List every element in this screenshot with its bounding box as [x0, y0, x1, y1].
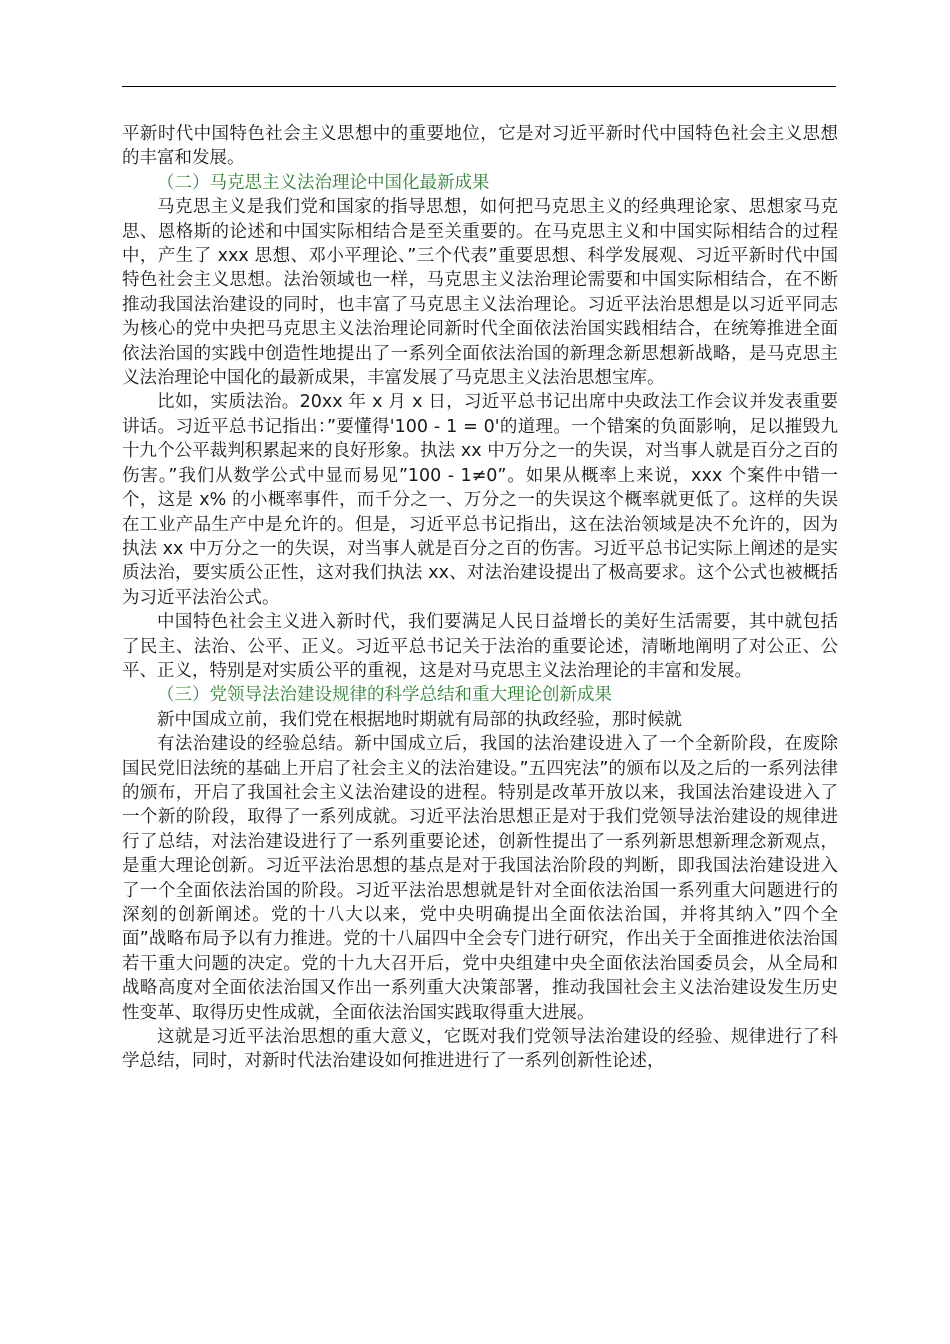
paragraph-marxism: 马克思主义是我们党和国家的指导思想，如何把马克思主义的经典理论家、思想家马克思、恩格斯的论述和中国实际相结合是至关重要的。在马克思主义和中国实际相结合的过程中，产生了 xxx 思想、邓小平理论、”三个代表”重要思想、科学发展观、习近平新时代中国特色社会主义思想。法治领域也一样，马克思主义法治理论需要和中国实际相结合，在不断推动我国法治建设的同时，也丰富了马克思主义法治理论。习近平法治思想是以习近平同志为核心的党中央把马克思主义法治理论同新时代全面依法治国实践相结合，在统筹推进全面依法治国的实践中创造性地提出了一系列全面依法治国的新理念新思想新战略，是马克思主义法治理论中国化的最新成果，丰富发展了马克思主义法治思想宝库。: [122, 197, 838, 389]
document-body: [122, 122, 838, 1074]
paragraph-before-founding: 新中国成立前，我们党在根据地时期就有局部的执政经验，那时候就: [157, 709, 682, 730]
section-heading-2: （二）马克思主义法治理论中国化最新成果: [157, 172, 490, 193]
header-rule: [122, 86, 836, 87]
paragraph-new-era: 中国特色社会主义进入新时代，我们要满足人民日益增长的美好生活需要，其中就包括了民主、法治、公平、正义。习近平总书记关于法治的重要论述，清晰地阐明了对公正、公平、正义，特别是对实质公平的重视，这是对马克思主义法治理论的丰富和发展。: [122, 612, 838, 681]
section-heading-3: （三）党领导法治建设规律的科学总结和重大理论创新成果: [157, 685, 612, 706]
paragraph-significance: 这就是习近平法治思想的重大意义，它既对我们党领导法治建设的经验、规律进行了科学总结，同时，对新时代法治建设如何推进进行了一系列创新性论述，: [122, 1027, 838, 1072]
paragraph-legal-construction: 有法治建设的经验总结。新中国成立后，我国的法治建设进入了一个全新阶段，在废除国民党旧法统的基础上开启了社会主义的法治建设。”五四宪法”的颁布以及之后的一系列法律的颁布，开启了我国社会主义法治建设的进程。特别是改革开放以来，我国法治建设进入了一个新的阶段，取得了一系列成就。习近平法治思想正是对于我们党领导法治建设的规律进行了总结，对法治建设进行了一系列重要论述，创新性提出了一系列新思想新理念新观点，是重大理论创新。习近平法治思想的基点是对于我国法治阶段的判断，即我国法治建设进入了一个全面依法治国的阶段。习近平法治思想就是针对全面依法治国一系列重大问题进行的深刻的创新阐述。党的十八大以来，党中央明确提出全面依法治国，并将其纳入”四个全面”战略布局予以有力推进。党的十八届四中全会专门进行研究，作出关于全面推进依法治国若干重大问题的决定。党的十九大召开后，党中央组建中央全面依法治国委员会，从全局和战略高度对全面依法治国又作出一系列重大决策部署，推动我国社会主义法治建设发生历史性变革、取得历史性成就，全面依法治国实践取得重大进展。: [122, 734, 838, 1023]
paragraph-substantive-rule-of-law: 比如，实质法治。20xx 年 x 月 x 日，习近平总书记出席中央政法工作会议并发表重要讲话。习近平总书记指出：”要懂得'100 - 1 = 0'的道理。一个错案的负面影响，足以摧毁九十九个公平裁判积累起来的良好形象。执法 xx 中万分之一的失误，对当事人就是百分之百的伤害。”我们从数学公式中显而易见”100 - 1≠0”。如果从概率上来说，xxx 个案件中错一个，这是 x% 的小概率事件，而千分之一、万分之一的失误这个概率就更低了。这样的失误在工业产品生产中是允许的。但是，习近平总书记指出，这在法治领域是决不允许的，因为执法 xx 中万分之一的失误，对当事人就是百分之百的伤害。习近平总书记实际上阐述的是实质法治，要实质公正性，这对我们执法 xx、对法治建设提出了极高要求。这个公式也被概括为习近平法治公式。: [122, 392, 838, 608]
paragraph-continuation: 平新时代中国特色社会主义思想中的重要地位，它是对习近平新时代中国特色社会主义思想的丰富和发展。: [122, 124, 838, 169]
